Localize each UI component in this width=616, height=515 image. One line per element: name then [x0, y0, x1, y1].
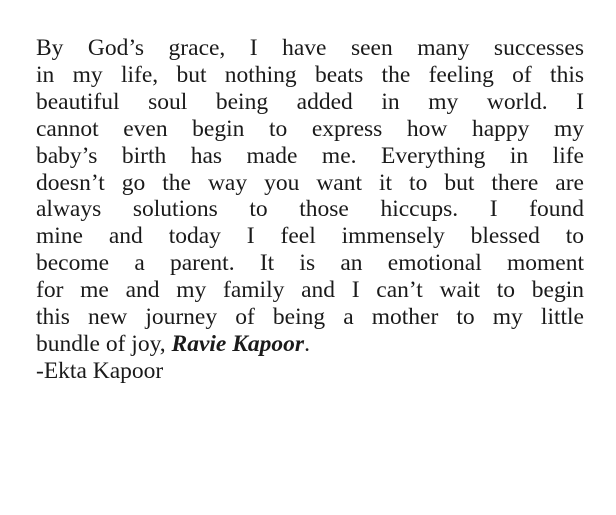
statement-line: for me and my family and I can’t wait to begin	[36, 277, 584, 304]
statement-line: cannot even begin to express how happy my	[36, 115, 584, 142]
statement-line: always solutions to those hiccups. I found	[36, 196, 584, 223]
statement-line: By God’s grace, I have seen many successes	[36, 35, 584, 61]
statement-line: mine and today I feel immensely blessed to	[36, 223, 584, 250]
statement-line: baby’s birth has made me. Everything in life	[36, 142, 584, 169]
signature: -Ekta Kapoor	[36, 357, 164, 384]
statement-line: this new journey of being a mother to my little	[36, 304, 584, 331]
statement-final-line	[36, 331, 584, 358]
statement-line: beautiful soul being added in my world. I	[36, 88, 584, 115]
statement-line: in my life, but nothing beats the feeling of this	[36, 61, 584, 88]
statement-line: become a parent. It is an emotional moment	[36, 250, 584, 277]
final-line-prefix: bundle of joy,	[36, 330, 172, 357]
statement-line: doesn’t go the way you want it to but there are	[36, 169, 584, 196]
baby-name: Ravie Kapoor	[171, 330, 305, 357]
final-line-suffix: .	[304, 330, 310, 357]
statement-text	[36, 35, 584, 385]
